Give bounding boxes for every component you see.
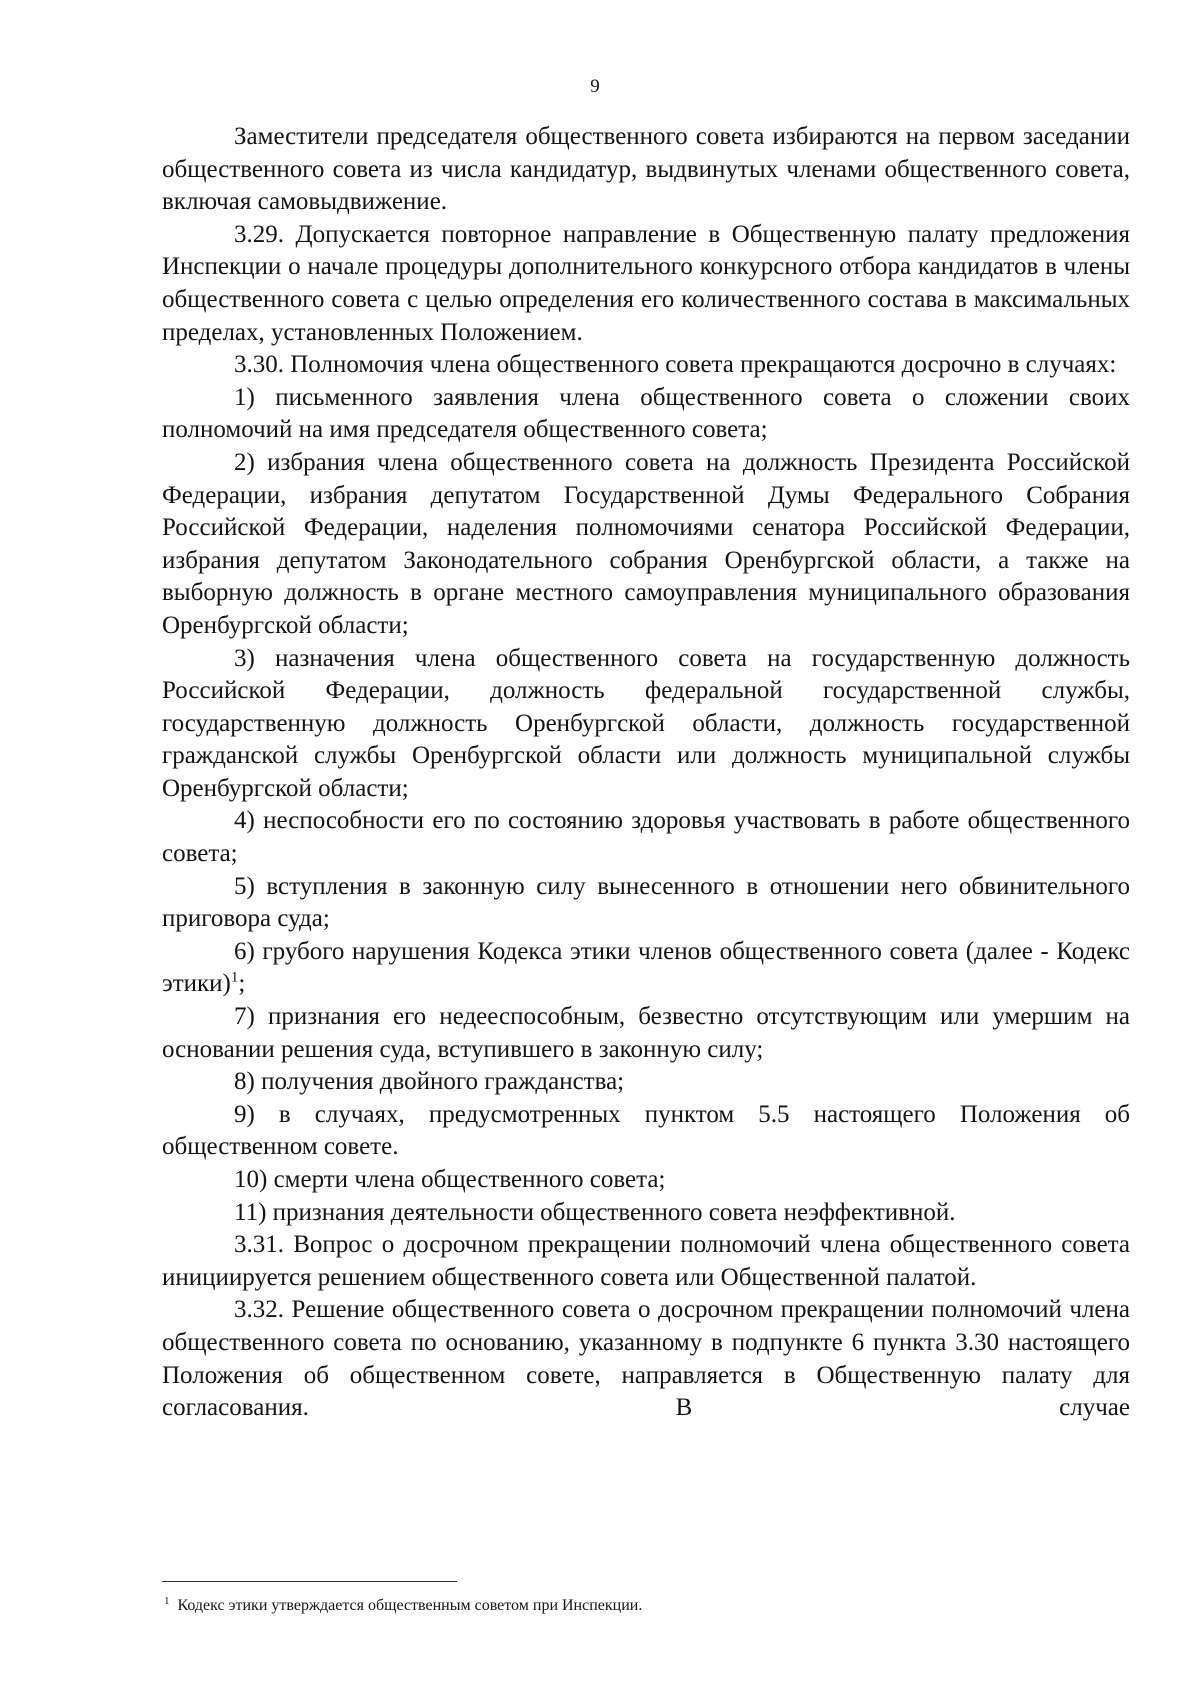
document-body [162,121,1130,1425]
footnote-reference: 1 [230,970,239,987]
list-item-6-tail: ; [238,970,246,998]
paragraph-3-32: 3.32. Решение общественного совета о досрочном прекращении полномочий члена общественного совета по основанию, указанному в подпункте 6 пункта 3.30 настоящего Положения об общественном совете, направляется в Общественную палату для согласования. В случае [162,1296,1130,1422]
footnote [164,1596,642,1616]
list-item-8: 8) получения двойного гражданства; [234,1068,625,1096]
footnote-divider [162,1581,457,1582]
paragraph-deputies: Заместители председателя общественного совета избираются на первом заседании общественного совета из числа кандидатур, выдвинутых членами общественного совета, включая самовыдвижение. [162,123,1130,216]
list-item-9: 9) в случаях, предусмотренных пунктом 5.5 настоящего Положения об общественном совете. [162,1100,1130,1161]
list-item-10: 10) смерти члена общественного совета; [234,1166,666,1193]
list-item-2: 2) избрания члена общественного совета на должность Президента Российской Федерации, избрания депутатом Государственной Думы Федерального Собрания Российской Федерации, наделения полномочиями сенатора Российской Федерации, избрания депутатом Законодательного собрания Оренбургской области, а также на выборную должность в органе местного самоуправления муниципального образования Оренбургской области; [162,448,1130,639]
list-item-11: 11) признания деятельности общественного совета неэффективной. [234,1198,956,1226]
paragraph-3-30: 3.30. Полномочия члена общественного совета прекращаются досрочно в случаях: [234,351,1117,379]
list-item-1: 1) письменного заявления члена общественного совета о сложении своих полномочий на имя председателя общественного совета; [162,383,1130,444]
paragraph-3-31: 3.31. Вопрос о досрочном прекращении полномочий члена общественного совета инициируется решением общественного совета или Общественной палатой. [162,1231,1130,1291]
list-item-5: 5) вступления в законную силу вынесенного в отношении него обвинительного приговора суда; [162,872,1130,933]
list-item-7: 7) признания его недееспособным, безвестно отсутствующим или умершим на основании решения суда, вступившего в законную силу; [162,1003,1130,1063]
list-item-4: 4) неспособности его по состоянию здоровья участвовать в работе общественного совета; [162,807,1130,868]
list-item-6-text: 6) грубого нарушения Кодекса этики членов общественного совета (далее - Кодекс этики) [162,937,1130,998]
list-item-3: 3) назначения члена общественного совета на государственную должность Российской Федерации, должность федеральной государственной службы, государственную должность Оренбургской области, должность государственной гражданской службы Оренбургской области или должность муниципальной службы Оренбургской области; [162,644,1130,802]
page-number: 9 [590,76,600,97]
paragraph-3-29: 3.29. Допускается повторное направление в Общественную палату предложения Инспекции о начале процедуры дополнительного конкурсного отбора кандидатов в члены общественного совета с целью определения его количественного состава в максимальных пределах, установленных Положением. [162,220,1130,346]
list-item-6 [162,936,1130,1001]
footnote-marker: 1 [164,1594,170,1607]
footnote-text: Кодекс этики утверждается общественным советом при Инспекции. [177,1597,643,1614]
